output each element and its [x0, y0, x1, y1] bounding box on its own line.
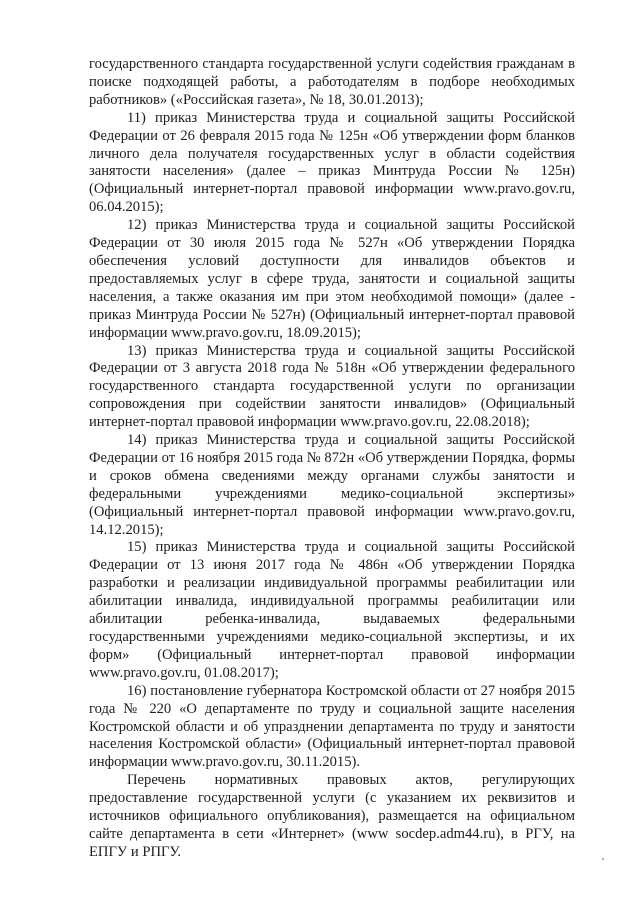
- paragraph-item-16: 16) постановление губернатора Костромской области от 27 ноября 2015 года № 220 «О департаменте по труду и социальной защите населения Костромской области и об упразднении департамента по труду и занятости населения Костромской области» (Официальный интернет-портал правовой информации www.pravo.gov.ru, 30.11.2015).: [89, 682, 575, 771]
- paragraph-acts-list: Перечень нормативных правовых актов, регулирующих предоставление государственной услуги (с указанием их реквизитов и источников официального опубликования), размещается на официальном сайте департамента в сети «Интернет» (www socdep.adm44.ru), в РГУ, на ЕПГУ и РПГУ.: [89, 772, 575, 860]
- paragraph-continuation: государственного стандарта государственной услуги содействия гражданам в поиске подходящей работы, а работодателям в подборе необходимых работников» («Российская газета», № 18, 30.01.2013);: [89, 56, 575, 108]
- paragraph-item-13: 13) приказ Министерства труда и социальной защиты Российской Федерации от 3 августа 2018 года № 518н «Об утверждении федерального государственного стандарта государственной услуги по организации сопровождения при содействии занятости инвалидов» (Официальный интернет-портал правовой информации www.pravo.gov.ru, 22.08.2018);: [89, 342, 575, 431]
- scan-speck: [602, 858, 604, 860]
- paragraph-item-15: 15) приказ Министерства труда и социальной защиты Российской Федерации от 13 июня 2017 года № 486н «Об утверждении Порядка разработки и реализации индивидуальной программы реабилитации или абилитации инвалида, индивидуальной программы реабилитации или абилитации ребенка-инвалида, выдаваемых федеральными государственными учреждениями медико-социальной экспертизы, и их форм» (Официальный интернет-портал правовой информации www.pravo.gov.ru, 01.08.2017);: [89, 539, 575, 681]
- paragraph-item-14: 14) приказ Министерства труда и социальной защиты Российской Федерации от 16 ноября 2015 года № 872н «Об утверждении Порядка, формы и сроков обмена сведениями между органами службы занятости и федеральными учреждениями медико-социальной экспертизы» (Официальный интернет-портал правовой информации www.pravo.gov.ru, 14.12.2015);: [89, 432, 575, 538]
- paragraph-item-11: 11) приказ Министерства труда и социальной защиты Российской Федерации от 26 февраля 2015 года № 125н «Об утверждении форм бланков личного дела получателя государственных услуг в области содействия занятости населения» (далее – приказ Минтруда России № 125н) (Официальный интернет-портал правовой информации www.pravo.gov.ru, 06.04.2015);: [89, 109, 575, 216]
- document-body: [89, 56, 575, 862]
- paragraph-item-12: 12) приказ Министерства труда и социальной защиты Российской Федерации от 30 июля 2015 года № 527н «Об утверждении Порядка обеспечения условий доступности для инвалидов объектов и предоставляемых услуг в сфере труда, занятости и социальной защиты населения, а также оказания им при этом необходимой помощи» (далее - приказ Минтруда России № 527н) (Официальный интернет-портал правовой информации www.pravo.gov.ru, 18.09.2015);: [89, 217, 575, 341]
